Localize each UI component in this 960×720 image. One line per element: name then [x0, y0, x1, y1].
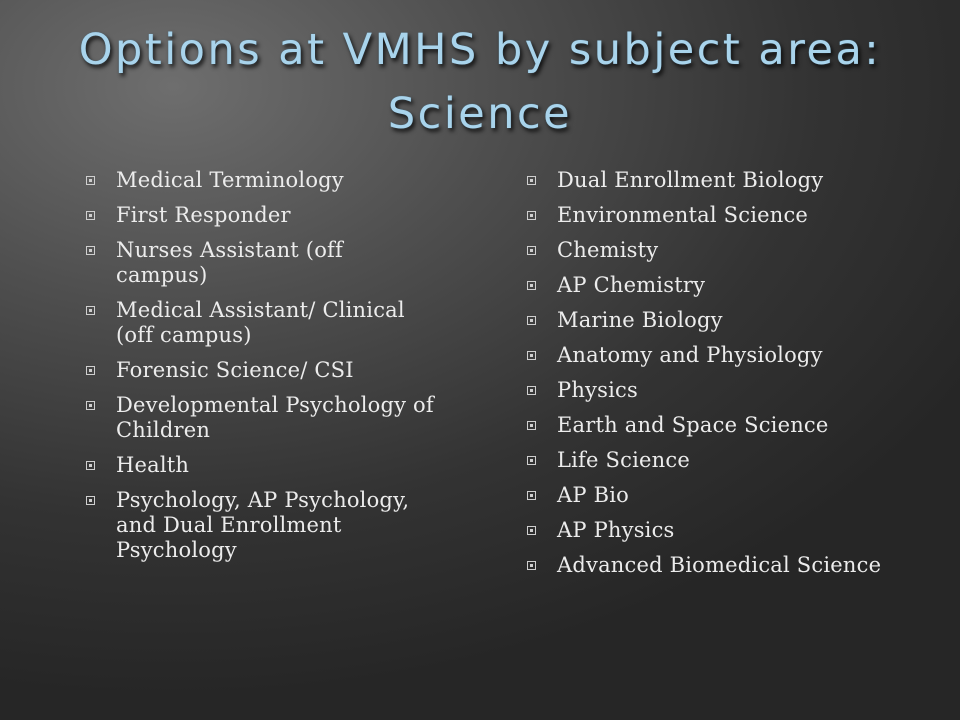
list-item: [527, 518, 932, 543]
course-name: Developmental Psychology of Children: [116, 393, 434, 442]
square-bullet-icon: [86, 401, 95, 410]
list-item: [86, 488, 436, 563]
list-item: [527, 553, 932, 578]
course-name: Anatomy and Physiology: [557, 343, 823, 367]
square-bullet-icon: [527, 176, 536, 185]
course-name: Psychology, AP Psychology, and Dual Enrollment Psychology: [116, 488, 410, 562]
list-item: [527, 448, 932, 473]
course-name: Advanced Biomedical Science: [557, 553, 882, 577]
square-bullet-icon: [527, 316, 536, 325]
left-course-list: [86, 168, 436, 573]
course-name: Life Science: [557, 448, 690, 472]
course-name: Health: [116, 453, 190, 477]
square-bullet-icon: [527, 386, 536, 395]
square-bullet-icon: [86, 366, 95, 375]
square-bullet-icon: [527, 421, 536, 430]
square-bullet-icon: [86, 461, 95, 470]
square-bullet-icon: [86, 246, 95, 255]
list-item: [86, 393, 436, 443]
list-item: [86, 358, 436, 383]
course-name: Nurses Assistant (off campus): [116, 238, 343, 287]
square-bullet-icon: [86, 176, 95, 185]
list-item: [86, 168, 436, 193]
list-item: [527, 308, 932, 333]
list-item: [527, 273, 932, 298]
list-item: [86, 203, 436, 228]
list-item: [527, 238, 932, 263]
list-item: [527, 483, 932, 508]
list-item: [527, 378, 932, 403]
list-item: [86, 238, 436, 288]
course-name: First Responder: [116, 203, 291, 227]
course-name: Chemisty: [557, 238, 659, 262]
course-name: AP Physics: [557, 518, 675, 542]
right-course-list: [527, 168, 932, 588]
list-item: [527, 168, 932, 193]
slide-title: Options at VMHS by subject area: Science: [78, 25, 882, 139]
square-bullet-icon: [527, 351, 536, 360]
square-bullet-icon: [86, 496, 95, 505]
square-bullet-icon: [527, 526, 536, 535]
course-name: Physics: [557, 378, 638, 402]
course-name: Environmental Science: [557, 203, 809, 227]
square-bullet-icon: [86, 306, 95, 315]
list-item: [527, 343, 932, 368]
square-bullet-icon: [527, 211, 536, 220]
list-item: [86, 453, 436, 478]
course-name: Medical Assistant/ Clinical (off campus): [116, 298, 405, 347]
square-bullet-icon: [527, 491, 536, 500]
list-item: [527, 203, 932, 228]
course-name: Dual Enrollment Biology: [557, 168, 824, 192]
course-name: Marine Biology: [557, 308, 723, 332]
course-name: AP Bio: [557, 483, 629, 507]
course-name: Earth and Space Science: [557, 413, 829, 437]
square-bullet-icon: [527, 456, 536, 465]
square-bullet-icon: [527, 561, 536, 570]
course-name: AP Chemistry: [557, 273, 706, 297]
course-name: Forensic Science/ CSI: [116, 358, 354, 382]
course-name: Medical Terminology: [116, 168, 344, 192]
square-bullet-icon: [86, 211, 95, 220]
square-bullet-icon: [527, 246, 536, 255]
square-bullet-icon: [527, 281, 536, 290]
list-item: [527, 413, 932, 438]
list-item: [86, 298, 436, 348]
